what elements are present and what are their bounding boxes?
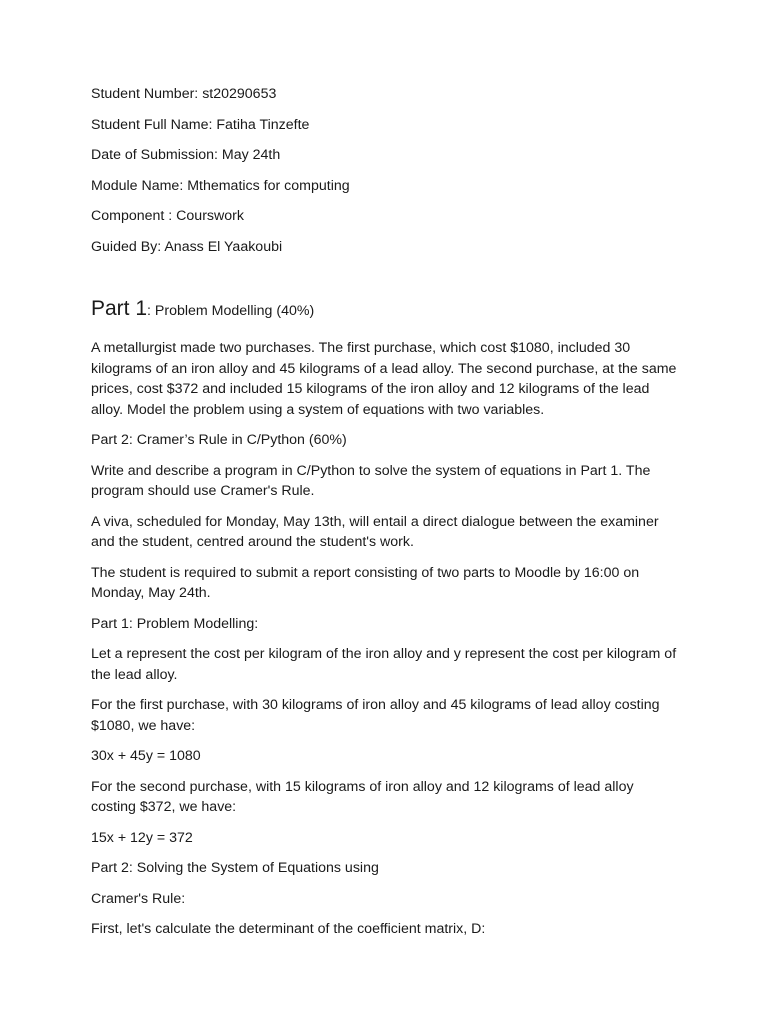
- component: Component : Courswork: [91, 208, 244, 224]
- problem-statement: A metallurgist made two purchases. The first purchase, which cost $1080, included 30 kilograms of an iron alloy and 45 kilograms of a lead alloy. The second purchase, at the same prices, cost $372 and included 15 kilograms of the iron alloy and 12 kilograms of the lead alloy. Model the problem using a system of equations with two variables.: [91, 340, 677, 418]
- submission-date: Date of Submission: May 24th: [91, 147, 281, 163]
- cramers-rule-label: Cramer's Rule:: [91, 890, 186, 907]
- part2-heading: Part 2: Cramer’s Rule in C/Python (60%): [91, 432, 347, 448]
- determinant-intro: First, let's calculate the determinant of the coefficient matrix, D:: [91, 921, 486, 937]
- module-name: Module Name: Mthematics for computing: [91, 177, 350, 194]
- part2-description: Write and describe a program in C/Python to solve the system of equations in Part 1. The program should use Cramer's Rule.: [91, 462, 651, 499]
- part1-heading: [91, 295, 681, 325]
- viva-note: A viva, scheduled for Monday, May 13th, will entail a direct dialogue between the examiner and the student, centred around the student's work.: [91, 513, 659, 550]
- variable-definition: Let a represent the cost per kilogram of the iron alloy and y represent the cost per kilogram of the lead alloy.: [91, 646, 677, 683]
- equation-2: 15x + 12y = 372: [91, 829, 193, 846]
- second-purchase-text: For the second purchase, with 15 kilograms of iron alloy and 12 kilograms of lead alloy costing $372, we have:: [91, 778, 634, 815]
- guided-by: Guided By: Anass El Yaakoubi: [91, 238, 283, 255]
- submission-note: The student is required to submit a report consisting of two parts to Moodle by 16:00 on Monday, May 24th.: [91, 564, 640, 601]
- equation-1: 30x + 45y = 1080: [91, 748, 201, 764]
- part1-heading-title: Part 1: [91, 297, 148, 320]
- first-purchase-text: For the first purchase, with 30 kilograms of iron alloy and 45 kilograms of lead alloy costing $1080, we have:: [91, 697, 660, 734]
- document-body: [91, 84, 681, 950]
- part1-section-title: Part 1: Problem Modelling:: [91, 615, 259, 632]
- student-number: Student Number: st20290653: [91, 86, 277, 102]
- part2-section-title: Part 2: Solving the System of Equations using: [91, 860, 379, 876]
- part1-heading-subtitle: : Problem Modelling (40%): [147, 303, 315, 319]
- student-name: Student Full Name: Fatiha Tinzefte: [91, 116, 310, 133]
